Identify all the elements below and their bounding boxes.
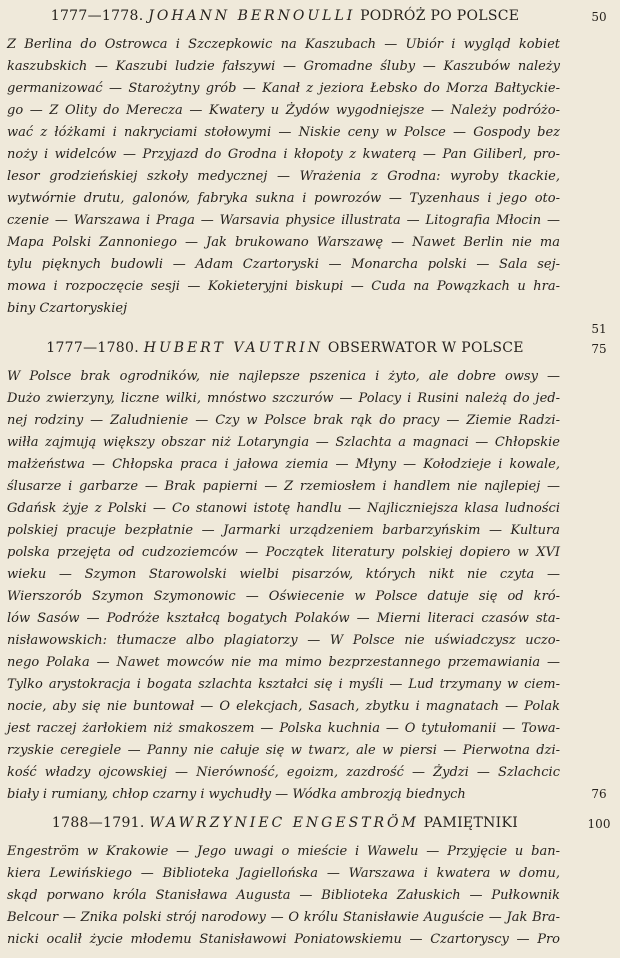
page-number-start: 75 — [591, 342, 607, 356]
page-number-start: 100 — [587, 817, 611, 831]
content-line: Belcour — Znika polski strój narodowy — O królu Stanisławie Auguście — Jak Bra- — [7, 910, 560, 925]
content-line: germanizować — Starożytny grób — Kanał z jeziora Łebsko do Morza Bałtyckie- — [7, 81, 560, 96]
content-line: kość władzy ojcowskiej — Nierówność, egoizm, zazdrość — Żydzi — Szlachcic — [7, 765, 560, 780]
section-years: 1777—1780. — [46, 340, 139, 356]
section-years: 1777—1778. — [50, 8, 144, 24]
content-line: kiera Lewińskiego — Biblioteka Jagiellońska — Warszawa i kwatera w domu, — [7, 866, 560, 881]
content-line: Tylko arystokracja i bogata szlachta kształci się i myśli — Lud trzymany w ciem- — [7, 677, 560, 692]
content-line: Z Berlina do Ostrowca i Szczepkowic na Kaszubach — Ubiór i wygląd kobiet — [7, 37, 560, 52]
content-line: czenie — Warszawa i Praga — Warsavia physice illustrata — Litografia Młocin — — [7, 213, 560, 228]
content-line: biny Czartoryskiej — [7, 301, 128, 316]
content-line: nicki ocalił życie młodemu Stanisławowi Poniatowskiemu — Czartoryscy — Pro — [7, 932, 560, 947]
content-line: Dużo zwierzyny, liczne wilki, mnóstwo szczurów — Polacy i Rusini należą do jed- — [7, 391, 560, 406]
content-line: Wierszorób Szymon Szymonowic — Oświecenie w Polsce datuje się od kró- — [7, 589, 560, 604]
content-line: go — Z Olity do Merecza — Kwatery u Żydów wygodniejsze — Należy podróżo- — [7, 103, 560, 118]
page-number-start: 50 — [591, 10, 607, 24]
content-line: wać z łóżkami i nakryciami stołowymi — Niskie ceny w Polsce — Gospody bez — [7, 125, 560, 140]
page-number-end: 51 — [591, 322, 607, 336]
content-line: nego Polaka — Nawet mowców nie ma mimo bezprzestannego przemawiania — — [7, 655, 560, 670]
content-line: lesor grodzieńskiej szkoły medycznej — Wrażenia z Grodna: wyroby tkackie, — [7, 169, 560, 184]
section-years: 1788—1791. — [51, 815, 145, 831]
content-line: polskiej pracuje bezpłatnie — Jarmarki urządzeniem barbarzyńskim — Kultura — [7, 523, 560, 538]
content-line: wiłła zajmują większy obszar niż Lotaryngia — Szlachta a magnaci — Chłopskie — [7, 435, 560, 450]
section-author: JOHANN BERNOULLI — [148, 8, 356, 24]
content-line: W Polsce brak ogrodników, nie najlepsze pszenica i żyto, ale dobre owsy — — [7, 369, 560, 384]
section-heading — [0, 815, 570, 831]
page-number-end: 76 — [591, 787, 607, 801]
section-title: OBSERWATOR W POLSCE — [327, 340, 524, 356]
content-line: tylu pięknych budowli — Adam Czartoryski — Monarcha polski — Sala sej- — [7, 257, 560, 272]
content-line: lów Sasów — Podróże kształcą bogatych Polaków — Mierni literaci czasów sta- — [7, 611, 560, 626]
content-line: polska przejęta od cudzoziemców — Początek literatury polskiej dopiero w XVI — [7, 545, 560, 560]
content-line: Engeström w Krakowie — Jego uwagi o mieście i Wawelu — Przyjęcie u ban- — [7, 844, 560, 859]
section-title: PODRÓŻ PO POLSCE — [360, 8, 520, 24]
content-line: rzyskie ceregiele — Panny nie całuje się w twarz, ale w piersi — Pierwotna dzi- — [7, 743, 560, 758]
content-line: skąd porwano króla Stanisława Augusta — Biblioteka Załuskich — Pułkownik — [7, 888, 560, 903]
section-heading — [0, 340, 570, 356]
content-line: nej rodziny — Zaludnienie — Czy w Polsce brak rąk do pracy — Ziemie Radzi- — [7, 413, 560, 428]
content-line: mowa i rozpoczęcie sesji — Kokieteryjni biskupi — Cuda na Powązkach u hra- — [7, 279, 560, 294]
section-title: PAMIĘTNIKI — [423, 815, 519, 831]
section-heading — [0, 8, 570, 24]
section-author: WAWRZYNIEC ENGESTRÖM — [149, 815, 419, 831]
content-line: jest raczej żarłokiem niż smakoszem — Polska kuchnia — O tytułomanii — Towa- — [7, 721, 560, 736]
content-line: wieku — Szymon Starowolski wielbi pisarzów, których nikt nie czyta — — [7, 567, 560, 582]
content-line: nocie, aby się nie buntował — O elekcjach, Sasach, zbytku i magnatach — Polak — [7, 699, 560, 714]
content-line: biały i rumiany, chłop czarny i wychudły — Wódka ambrozją biednych — [7, 787, 466, 802]
content-line: wytwórnie drutu, galonów, fabryka sukna i powrozów — Tyzenhaus i jego oto- — [7, 191, 560, 206]
section-author: HUBERT VAUTRIN — [143, 340, 324, 356]
content-line: Mapa Polski Zannoniego — Jak brukowano Warszawę — Nawet Berlin nie ma — [7, 235, 560, 250]
content-line: kaszubskich — Kaszubi ludzie fałszywi — Gromadne śluby — Kaszubów należy — [7, 59, 560, 74]
content-line: małżeństwa — Chłopska praca i jałowa ziemia — Młyny — Kołodzieje i kowale, — [7, 457, 560, 472]
content-line: noży i widelców — Przyjazd do Grodna i kłopoty z kwaterą — Pan Giliberl, pro- — [7, 147, 560, 162]
content-line: ślusarze i garbarze — Brak papierni — Z rzemiosłem i handlem nie najlepiej — — [7, 479, 560, 494]
content-line: nisławowskich: tłumacze albo plagiatorzy — W Polsce nie uświadczysz uczo- — [7, 633, 560, 648]
content-line: Gdańsk żyje z Polski — Co stanowi istotę handlu — Najliczniejsza klasa ludności — [7, 501, 560, 516]
